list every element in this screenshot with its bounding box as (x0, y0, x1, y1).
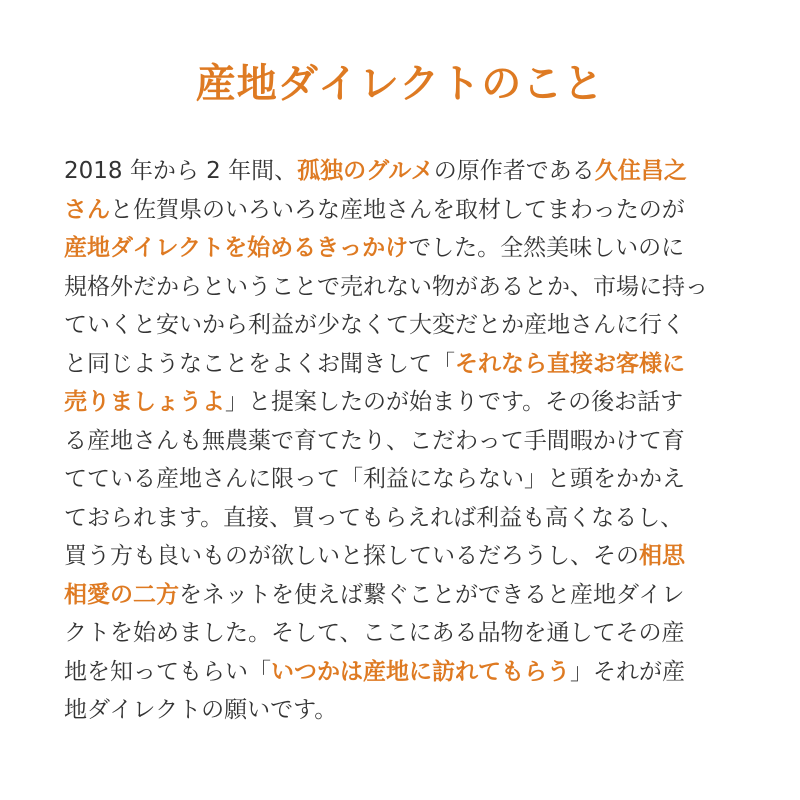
text-line (64, 460, 744, 499)
page-title: 産地ダイレクトのこと (195, 61, 605, 107)
text-line (64, 268, 744, 307)
text-line (64, 152, 744, 191)
text-line (64, 191, 744, 230)
highlighted-text: 産地ダイレクトを始めるきっかけ (64, 235, 409, 261)
text-line (64, 345, 744, 384)
highlighted-text: 相思 (639, 543, 685, 569)
body-text-segment: の原作者である (433, 158, 595, 184)
body-text-segment: 」それが産 (570, 658, 685, 685)
body-text-segment: でした。全然美味しいのに (408, 235, 685, 261)
body-text-segment: 地ダイレクトの願いです。 (64, 697, 338, 723)
text-line (64, 229, 744, 268)
highlighted-text: いつかは産地に訪れてもらう (271, 658, 570, 685)
body-text-segment: をネットを使えば繋ぐことができると産地ダイレ (179, 581, 685, 608)
text-line (64, 691, 744, 730)
body-text-segment: てている産地さんに限って「利益にならない」と頭をかかえ (64, 466, 685, 492)
body-text-segment: る産地さんも無農薬で育てたり、こだわって手間暇かけて育 (64, 427, 685, 454)
highlighted-text: それなら直接お客様に (455, 350, 685, 377)
text-line (64, 614, 744, 653)
text-line (64, 576, 744, 615)
body-text-segment: ておられます。直接、買ってもらえれば利益も高くなるし、 (64, 504, 684, 531)
body-text-segment: と同じようなことをよくお聞きして「 (64, 350, 455, 377)
body-text-segment: ていくと安いから利益が少なくて大変だとか産地さんに行く (64, 312, 685, 338)
highlighted-text: 久住昌之 (594, 158, 687, 184)
highlighted-text: さん (64, 196, 110, 223)
text-line (64, 383, 744, 422)
body-text-segment: 買う方も良いものが欲しいと探しているだろうし、その (64, 543, 639, 569)
body-text-segment: 規格外だからということで売れない物があるとか、市場に持っ (64, 273, 708, 300)
highlighted-text: 相愛の二方 (64, 581, 179, 608)
text-line (64, 653, 744, 692)
highlighted-text: 孤独のグルメ (297, 158, 434, 184)
text-line (64, 306, 744, 345)
text-line (64, 422, 744, 461)
body-text (64, 152, 744, 730)
body-text-segment: 2018 年から 2 年間、 (64, 158, 298, 184)
body-text-segment: と佐賀県のいろいろな産地さんを取材してまわったのが (110, 196, 685, 223)
body-text-segment: クトを始めました。そして、ここにある品物を通してその産 (64, 620, 685, 646)
text-line (64, 499, 744, 538)
highlighted-text: 売りましょうよ (64, 389, 225, 415)
body-text-segment: 」と提案したのが始まりです。その後お話す (225, 389, 684, 415)
text-line (64, 537, 744, 576)
body-text-segment: 地を知ってもらい「 (64, 658, 271, 685)
